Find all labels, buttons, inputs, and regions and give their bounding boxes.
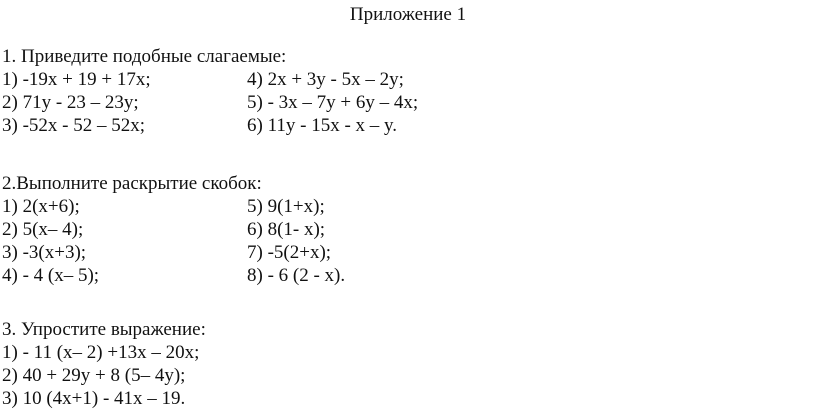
exercise-item: 3) 10 (4x+1) - 41x – 19.	[2, 388, 186, 409]
exercise-item: 2) 40 + 29y + 8 (5– 4y);	[2, 365, 186, 386]
exercise-item: 1) - 11 (x– 2) +13x – 20x;	[2, 342, 200, 363]
exercise-item: 7) -5(2+x);	[247, 242, 332, 263]
exercise-item: 8) - 6 (2 - x).	[247, 265, 346, 286]
exercise-row	[2, 114, 398, 137]
section-heading: 2.Выполните раскрытие скобок:	[2, 173, 262, 194]
page-title: Приложение 1	[349, 4, 467, 25]
section-heading: 3. Упростите выражение:	[2, 319, 206, 340]
exercise-item: 2) 71y - 23 – 23y;	[2, 92, 139, 113]
exercise-item: 6) 11y - 15x - x – y.	[247, 115, 398, 136]
exercise-item: 3) -3(x+3);	[2, 242, 87, 263]
section-combine-like-terms	[2, 45, 419, 137]
section-expand-brackets	[2, 172, 346, 287]
section-simplify-expression	[2, 318, 206, 410]
exercise-item: 2) 5(x– 4);	[2, 219, 84, 240]
exercise-item: 3) -52x - 52 – 52x;	[2, 115, 146, 136]
exercise-item: 4) 2x + 3y - 5x – 2y;	[247, 69, 404, 90]
exercise-item: 6) 8(1- x);	[247, 219, 326, 240]
exercise-row	[2, 241, 332, 264]
exercise-item: 5) - 3x – 7y + 6y – 4x;	[247, 92, 419, 113]
exercise-item: 1) -19x + 19 + 17x;	[2, 69, 151, 90]
exercise-row	[2, 195, 325, 218]
exercise-item: 5) 9(1+x);	[247, 196, 325, 217]
exercise-item: 1) 2(x+6);	[2, 196, 80, 217]
exercise-row	[2, 91, 419, 114]
exercise-row	[2, 264, 346, 287]
exercise-row	[2, 68, 404, 91]
section-heading: 1. Приведите подобные слагаемые:	[2, 46, 287, 67]
exercise-row	[2, 218, 326, 241]
exercise-item: 4) - 4 (x– 5);	[2, 265, 100, 286]
